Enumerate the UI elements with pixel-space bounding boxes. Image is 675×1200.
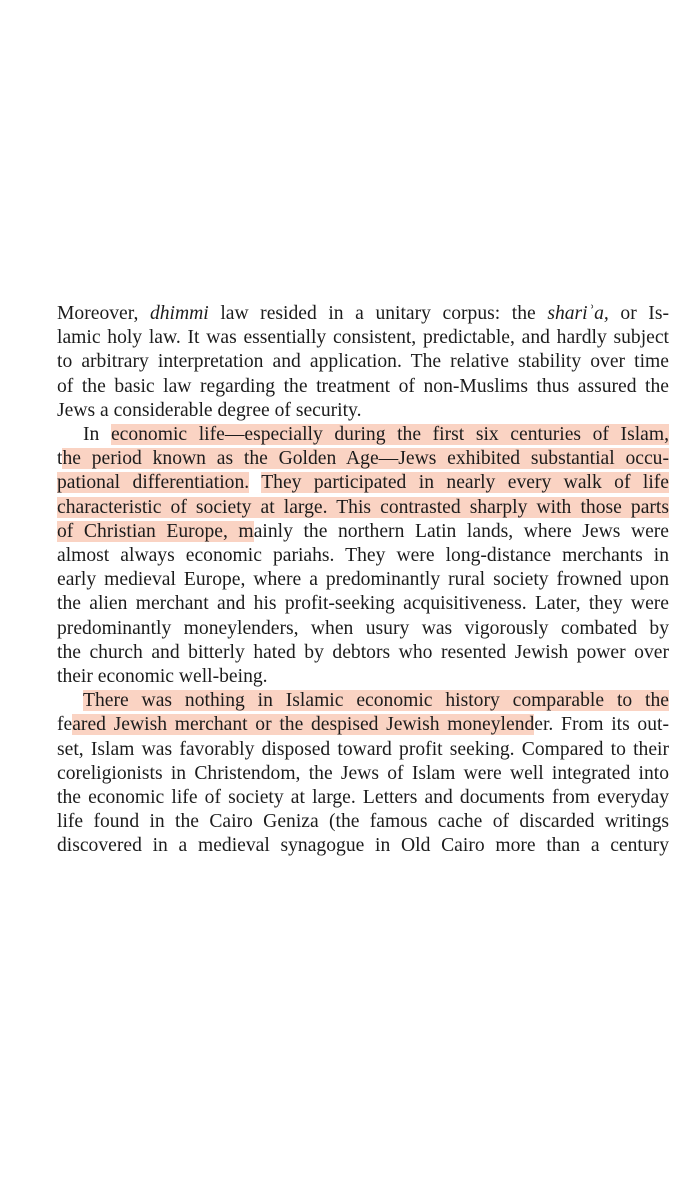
text-segment: er. From its out- xyxy=(534,714,669,736)
text-segment: In xyxy=(83,424,111,445)
text-line xyxy=(57,567,669,593)
text-segment: shariʾa, xyxy=(547,303,609,324)
text-segment: discovered in a medieval synagogue in Old Cairo more than a century xyxy=(57,835,669,857)
text-segment: early medieval Europe, where a predominantly rural society frowned upon xyxy=(57,569,669,591)
text-segment xyxy=(249,472,261,493)
text-line xyxy=(57,712,669,738)
highlighted-text: characteristic of society at large. This contrasted sharply with those parts xyxy=(57,496,669,518)
text-line xyxy=(57,664,669,690)
text-segment: law resided in a unitary corpus: the xyxy=(208,303,548,324)
text-segment: set, Islam was favorably disposed toward profit seeking. Compared to their xyxy=(57,738,669,760)
text-segment: their economic well-being. xyxy=(57,666,268,687)
highlighted-text: There was nothing in Islamic economic history comparable to the xyxy=(83,690,669,712)
text-segment: t xyxy=(57,448,63,470)
highlighted-text: ared Jewish merchant or the despised Jewish moneylend xyxy=(72,714,535,736)
text-segment: lamic holy law. It was essentially consistent, predictable, and hardly subject xyxy=(57,327,669,349)
text-line xyxy=(57,495,669,521)
highlighted-text: They participated in nearly every walk of life xyxy=(261,472,669,494)
text-line xyxy=(57,519,669,545)
text-segment: or Is- xyxy=(608,303,669,324)
text-line xyxy=(57,616,669,642)
text-segment: the economic life of society at large. Letters and documents from everyday xyxy=(57,787,669,808)
text-segment: coreligionists in Christendom, the Jews of Islam were well integrated into xyxy=(57,762,669,784)
text-line xyxy=(57,543,669,569)
text-segment: Jews a considerable degree of security. xyxy=(57,399,362,421)
highlighted-text: of Christian Europe, m xyxy=(57,520,254,542)
text-line xyxy=(57,833,669,859)
text-line xyxy=(57,640,669,666)
text-segment: ainly the northern Latin lands, where Jews were xyxy=(253,520,670,542)
text-line xyxy=(57,349,669,375)
text-line xyxy=(57,591,669,617)
text-line xyxy=(57,470,669,496)
text-line xyxy=(57,374,669,400)
text-line xyxy=(57,325,669,351)
highlighted-text: he period known as the Golden Age—Jews exhibited substantial occu- xyxy=(62,448,669,470)
text-segment: Moreover, xyxy=(57,303,150,324)
text-segment: fe xyxy=(57,714,73,736)
highlighted-text: pational differentiation. xyxy=(57,472,250,494)
text-line xyxy=(83,422,669,448)
text-segment: life found in the Cairo Geniza (the famous cache of discarded writings xyxy=(57,811,669,833)
text-line xyxy=(57,809,669,835)
text-line xyxy=(83,688,669,714)
text-segment: almost always economic pariahs. They were long-distance merchants in xyxy=(57,545,669,566)
text-line xyxy=(57,761,669,787)
text-segment: of the basic law regarding the treatment of non-Muslims thus assured the xyxy=(57,375,669,397)
text-segment: the alien merchant and his profit-seeking acquisitiveness. Later, they were xyxy=(57,593,669,615)
text-line xyxy=(57,737,669,763)
text-segment: the church and bitterly hated by debtors who resented Jewish power over xyxy=(57,641,669,663)
text-line xyxy=(57,446,669,472)
text-line xyxy=(57,398,669,424)
text-line xyxy=(57,301,669,327)
text-segment: dhimmi xyxy=(149,303,209,324)
text-segment: to arbitrary interpretation and application. The relative stability over time xyxy=(57,351,669,373)
text-segment: predominantly moneylenders, when usury was vigorously combated by xyxy=(57,617,669,639)
text-line xyxy=(57,785,669,811)
highlighted-text: economic life—especially during the first six centuries of Islam, xyxy=(110,424,669,445)
